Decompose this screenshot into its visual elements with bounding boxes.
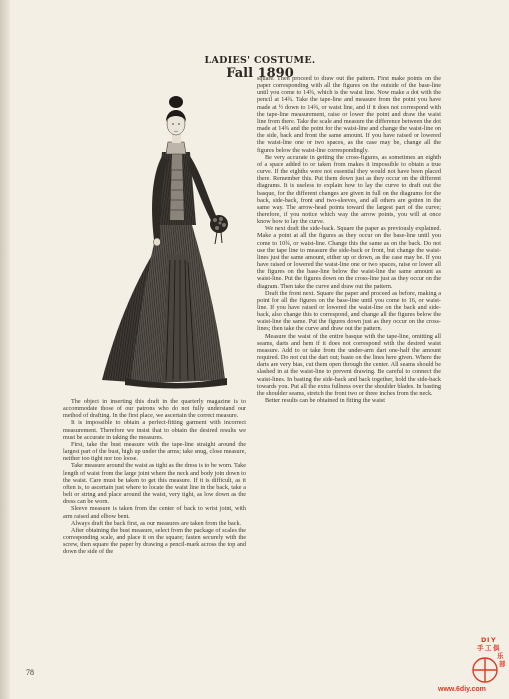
paragraph: First, take the bust measure with the tape-line straight around the largest part of the bust, high up under the arms; take snug, close measure, neither too tight nor too loose. (63, 440, 246, 463)
page-binding-shadow (0, 0, 10, 699)
article-column-left (63, 398, 246, 648)
article-column-right (257, 75, 441, 663)
svg-text:俱: 俱 (493, 644, 500, 652)
paragraph: We next draft the side-back. Square the paper as previously explained. Make a point at all the figures as they occur on the base-line until you come to 10¾, or waist-line. Change this the same as on the back. Do not use the tape line to measure the side-back or front, but change the waist-lines just the same amount, either up or down, as the case may be. If you have raised or lowered the waist-line one or two spaces, raise or lower all the figures on the base-line below the waist-line the same amount as waist-line. Put the figures down on the cross-line just as they occur on the diagram. Then take the curve and draw out the pattern. (257, 225, 441, 290)
page-title: LADIES' COSTUME. (204, 55, 316, 66)
page-number: 78 (26, 668, 34, 677)
page-subtitle: Fall 1890 (226, 66, 294, 81)
svg-text:工: 工 (485, 644, 492, 652)
paragraph: Draft the front next. Square the paper and proceed as before, making a point for all the figures on the base-line until you come to 16, or waist-line. If you have raised or lowered the waist-line on the back and side-back, also change this to correspond, and change all the figures below the waist-line the same. Put the figures down just as they occur on the cross-lines; then take the curve and draw out the pattern. (257, 289, 441, 333)
diy-club-watermark-logo-icon (447, 630, 505, 688)
victorian-woman-engraving-icon (80, 80, 250, 392)
paragraph: Be very accurate in getting the cross-figures, as sometimes an eighth of a space added to or taken from makes it impossible to obtain a true curve. If the eighths were not essential they would not have been placed there. Remember this. Put them down just as they occur on the different diagrams. It is useless to explain how to lay the curve to draft out the basque, for the different changes are given in full on the diagrams for the back, side-back, front and two-sleeves, and all others are gotten in the same way. The arrow-head points toward the largest part of the curve; therefore, if you notice which way the arrow points, you will at once know how to lay the curve. (257, 153, 441, 226)
paragraph: Measure the waist of the entire basque with the tape-line, omitting all seams, darts and hem if it does not correspond with the desired waist measure. Add to or take from the under-arm dart one-half the amount required. Do not cut the dart out; baste on the lines here given. Where the darts are very bias, cut them open through the center. All seams should be slashed in at the waist-line to prevent drawing. Be careful to connect the waist-lines. In basting the side-back and back together, hold the side-back towards you. Put all the extra fullness over the shoulder blades. In basting the shoulder seams, stretch the front two or three inches from the neck. (257, 332, 441, 397)
svg-text:D: D (481, 636, 487, 644)
svg-text:Y: Y (491, 636, 496, 644)
paragraph: The object in inserting this draft in the quarterly magazine is to accommodate those of our patrons who do not fully understand our method of drafting. In the first place, we ascertain the correct measure. (63, 398, 246, 420)
paragraph: Sleeve measure is taken from the center of back to wrist joint, with arm raised and elbow bent. (63, 505, 246, 520)
watermark-url: www.6diy.com (438, 686, 486, 693)
svg-text:乐: 乐 (497, 652, 504, 660)
svg-text:手: 手 (477, 644, 484, 652)
paragraph: After obtaining the bust measure, select from the package of scales the corresponding scale, and place it on the square; fasten securely with the screw, then square the paper by drawing a pencil-mark across the top and down the side of the (63, 526, 246, 556)
paragraph: Better results can be obtained in fitting the waist (265, 397, 385, 405)
paragraph: It is impossible to obtain a perfect-fitting garment with incorrect measurement. Therefore we insist that to obtain the desired results we must be accurate in taking the measures. (63, 419, 246, 441)
paragraph: Always draft the back first, as our measures are taken from the back. (71, 519, 242, 527)
svg-text:I: I (487, 636, 490, 644)
paragraph: Take measure around the waist as tight as the dress is to be worn. Take length of waist from the large joint where the neck and body join down to the waist. Care must be taken to get this measure. If it is difficult, as it often is, to ascertain just where to locate the waist line in the back, take a belt or string and place around the waist, very tight, as low down as the dress can be worn. (63, 462, 246, 506)
svg-text:部: 部 (499, 660, 505, 668)
paragraph: square. Then proceed to draw out the pattern. First make points on the paper corresponding with all the figures on the outside of the base-line until you come to 14¾, which is the waist line. Now make a dot with the pencil at 14¾. Take the tape-line and measure from the point you have made at ½ down to 14¾, or waist line, and if it does not correspond with the tape-line measurement, raise or lower the point and draw the waist line from there. Take the scale and measure the difference between the dot made at 14¾ and the point for the waist-line and change the waist-line on the side, back and front the same amount. If you have raised or lowered the waist-line one or two spaces, as the case may be, change all the figures below the waist-line correspondingly. (257, 75, 441, 154)
